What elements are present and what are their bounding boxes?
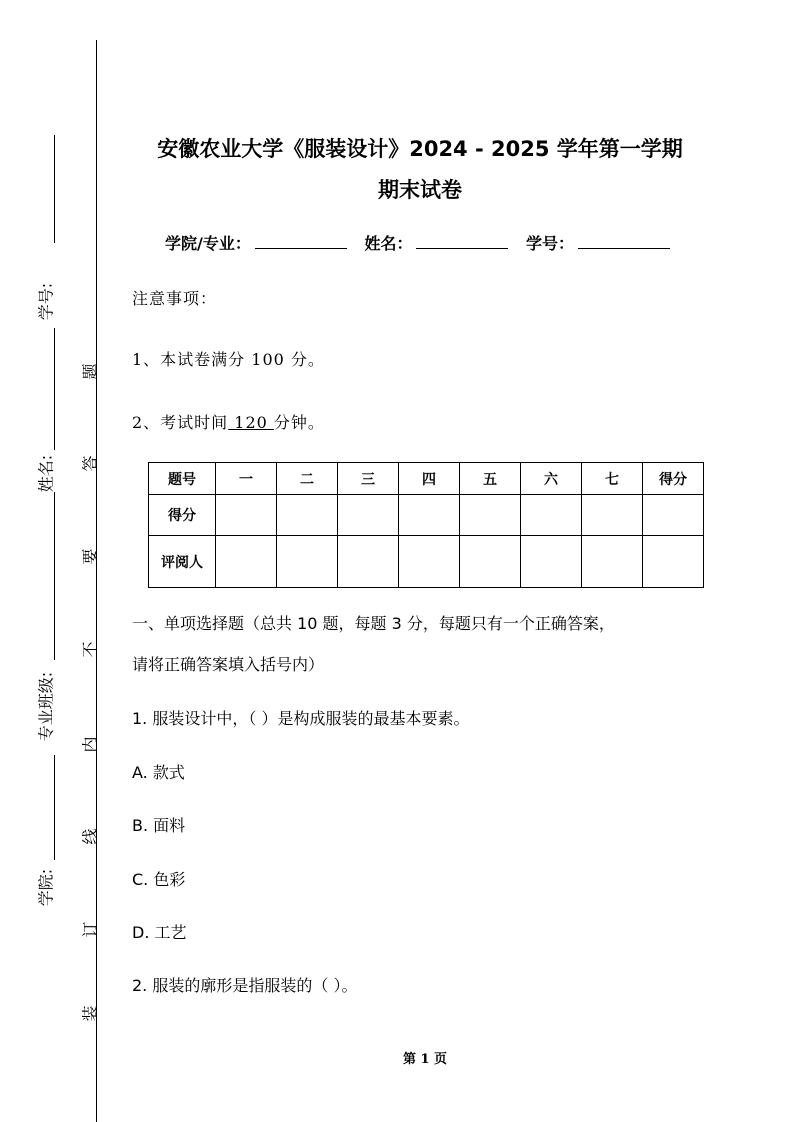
table-cell xyxy=(460,536,521,588)
margin-label-id: 学号: xyxy=(36,282,56,321)
seal-char: 订 xyxy=(80,921,100,938)
table-cell xyxy=(399,495,460,536)
table-header-cell: 题号 xyxy=(149,463,216,495)
note-text: 分钟。 xyxy=(273,413,325,432)
table-cell xyxy=(277,495,338,536)
table-header-cell: 四 xyxy=(399,463,460,495)
seal-char: 线 xyxy=(80,828,100,845)
table-cell xyxy=(216,495,277,536)
table-header-cell: 三 xyxy=(338,463,399,495)
exam-title: 安徽农业大学《服装设计》2024 - 2025 学年第一学期 xyxy=(157,137,683,161)
table-header-cell: 七 xyxy=(582,463,643,495)
college-blank[interactable] xyxy=(255,234,347,249)
college-label: 学院/专业： xyxy=(165,234,251,253)
section-heading-cont: 请将正确答案填入括号内） xyxy=(132,655,325,674)
seal-char: 答 xyxy=(80,455,100,472)
question-1: 1. 服装设计中，（ ）是构成服装的最基本要素。 xyxy=(132,709,470,728)
table-header-cell: 五 xyxy=(460,463,521,495)
option-d: D. 工艺 xyxy=(132,923,187,942)
table-header-cell: 一 xyxy=(216,463,277,495)
page-number: 第 1 页 xyxy=(402,1052,448,1067)
table-cell xyxy=(643,495,704,536)
table-cell xyxy=(521,536,582,588)
note-item xyxy=(132,410,325,433)
note-text: 2、考试时间 xyxy=(132,413,229,432)
seal-char: 题 xyxy=(80,363,100,380)
margin-label-class: 专业班级: xyxy=(36,671,56,742)
table-cell xyxy=(338,536,399,588)
blank-line xyxy=(54,755,55,860)
exam-duration: 120 xyxy=(228,413,274,432)
name-label: 姓名： xyxy=(364,234,413,253)
table-cell xyxy=(582,495,643,536)
table-cell xyxy=(521,495,582,536)
exam-subtitle: 期末试卷 xyxy=(378,178,462,202)
blank-line xyxy=(54,135,55,243)
option-a: A. 款式 xyxy=(132,763,185,782)
option-b: B. 面料 xyxy=(132,816,186,835)
table-header-row xyxy=(149,463,704,495)
table-cell xyxy=(643,536,704,588)
table-header-cell: 二 xyxy=(277,463,338,495)
row-label: 得分 xyxy=(149,495,216,536)
blank-line xyxy=(54,328,55,450)
table-cell xyxy=(338,495,399,536)
section-heading: 一、单项选择题（总共 10 题，每题 3 分，每题只有一个正确答案， xyxy=(132,614,615,633)
question-2: 2. 服装的廓形是指服装的（ ）。 xyxy=(132,976,358,995)
table-cell xyxy=(277,536,338,588)
table-row xyxy=(149,536,704,588)
table-row xyxy=(149,495,704,536)
blank-line xyxy=(54,492,55,660)
table-cell xyxy=(216,536,277,588)
score-table xyxy=(148,462,704,588)
table-cell xyxy=(460,495,521,536)
name-blank[interactable] xyxy=(416,234,508,249)
note-item: 1、本试卷满分 100 分。 xyxy=(132,350,325,369)
seal-char: 要 xyxy=(80,548,100,565)
seal-char: 装 xyxy=(80,1005,100,1022)
table-cell xyxy=(582,536,643,588)
margin-label-college: 学院: xyxy=(36,868,56,907)
table-header-cell: 得分 xyxy=(643,463,704,495)
seal-char: 不 xyxy=(80,641,100,658)
table-header-cell: 六 xyxy=(521,463,582,495)
option-c: C. 色彩 xyxy=(132,870,186,889)
id-label: 学号： xyxy=(526,234,575,253)
id-blank[interactable] xyxy=(578,234,670,249)
table-cell xyxy=(399,536,460,588)
seal-char: 内 xyxy=(80,736,100,753)
notes-heading: 注意事项： xyxy=(132,289,218,308)
margin-label-name: 姓名: xyxy=(36,454,56,493)
row-label: 评阅人 xyxy=(149,536,216,588)
student-info-fields xyxy=(165,231,682,254)
